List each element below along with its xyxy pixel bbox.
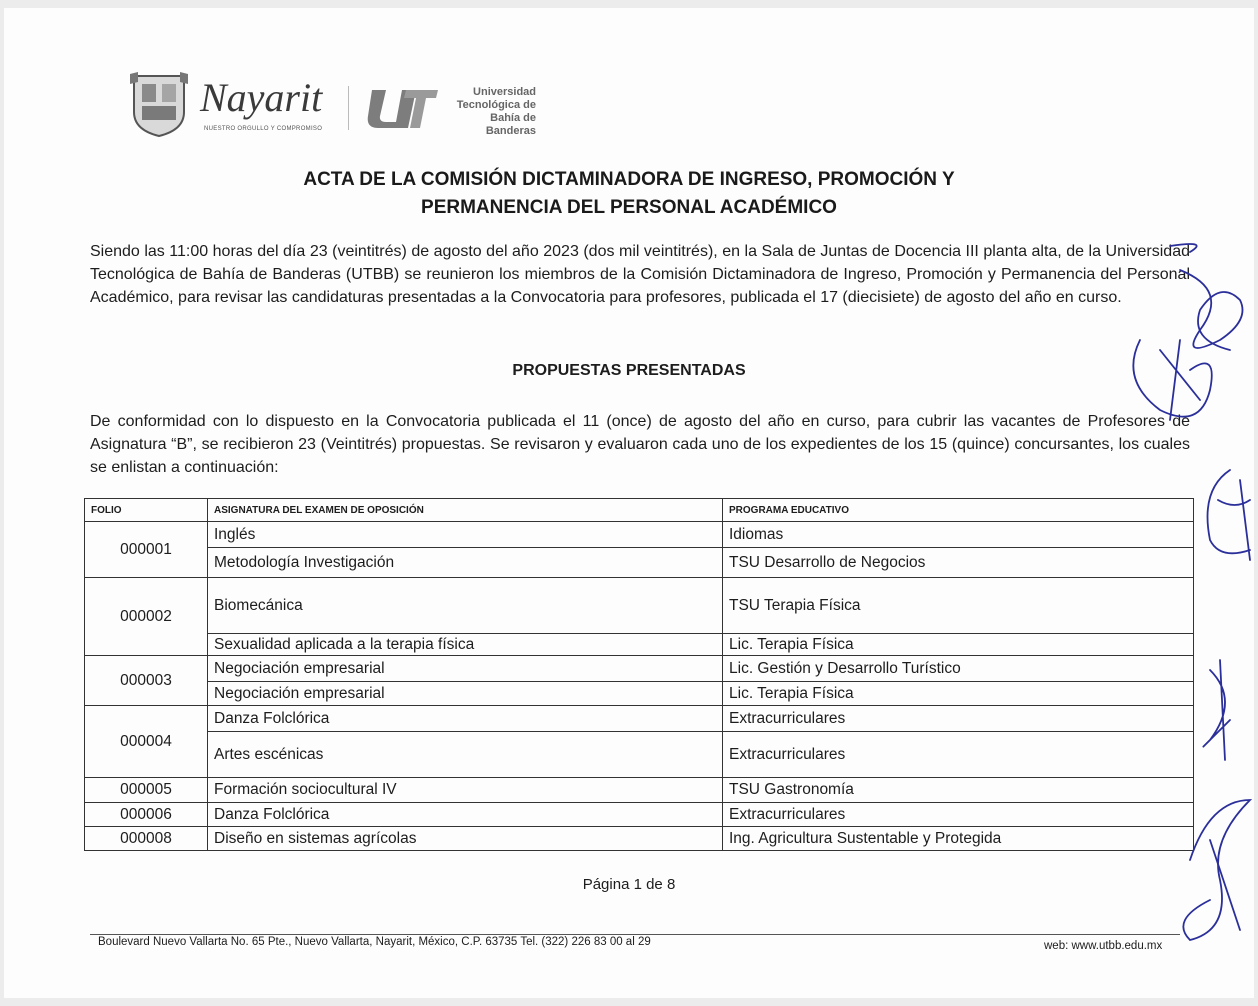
ut-logo-icon — [366, 86, 438, 130]
programa-cell: Ing. Agricultura Sustentable y Protegida — [723, 827, 1194, 851]
asignatura-cell: Danza Folclórica — [208, 803, 723, 827]
university-logo-line: Bahía de Banderas — [485, 112, 536, 137]
asignatura-cell: Sexualidad aplicada a la terapia física — [208, 634, 723, 656]
asignatura-cell: Biomecánica — [208, 578, 723, 634]
programa-cell: Idiomas — [723, 522, 1194, 548]
programa-cell: Extracurriculares — [723, 706, 1194, 732]
university-logo-line: Tecnológica de — [456, 99, 536, 111]
programa-cell: TSU Desarrollo de Negocios — [723, 548, 1194, 578]
university-logo-line: Universidad — [473, 86, 536, 98]
programa-cell: Extracurriculares — [723, 803, 1194, 827]
folio-cell: 000002 — [85, 578, 208, 656]
programa-cell: TSU Terapia Física — [723, 578, 1194, 634]
table-row — [85, 548, 1194, 578]
header-asignatura: ASIGNATURA DEL EXAMEN DE OPOSICIÓN — [208, 499, 723, 522]
folio-cell: 000006 — [85, 803, 208, 827]
table-row — [85, 732, 1194, 778]
table-row — [85, 682, 1194, 706]
programa-cell: Lic. Terapia Física — [723, 682, 1194, 706]
asignatura-cell: Negociación empresarial — [208, 656, 723, 682]
title-line: ACTA DE LA COMISIÓN DICTAMINADORA DE INGRESO, PROMOCIÓN Y — [303, 169, 955, 190]
folio-cell: 000003 — [85, 656, 208, 706]
table-row — [85, 706, 1194, 732]
asignatura-cell: Artes escénicas — [208, 732, 723, 778]
state-crest-icon — [130, 72, 188, 138]
handwritten-signatures — [1100, 240, 1258, 960]
folio-cell: 000005 — [85, 778, 208, 803]
opening-paragraph: Siendo las 11:00 horas del día 23 (veintitrés) de agosto del año 2023 (dos mil veintitrés), en la Sala de Juntas de Docencia III planta alta, de la Universidad Tecnológica de Bahía de Banderas (UTBB) se reunieron los miembros de la Comisión Dictaminadora de Ingreso, Promoción y Permanencia del Personal Académico, para revisar las candidaturas presentadas a la Convocatoria para profesores, publicada el 17 (diecisiete) de agosto del año en curso. — [90, 243, 1190, 306]
folio-cell: 000008 — [85, 827, 208, 851]
asignatura-cell: Negociación empresarial — [208, 682, 723, 706]
table-row — [85, 827, 1194, 851]
programa-cell: Lic. Terapia Física — [723, 634, 1194, 656]
proposals-table — [84, 498, 1194, 851]
footer-divider — [90, 934, 1180, 935]
table-row — [85, 803, 1194, 827]
table-row — [85, 578, 1194, 634]
table-row — [85, 634, 1194, 656]
asignatura-cell: Inglés — [208, 522, 723, 548]
programa-cell: Lic. Gestión y Desarrollo Turístico — [723, 656, 1194, 682]
nayarit-logo-wordmark: Nayarit — [200, 75, 323, 120]
footer-web: web: www.utbb.edu.mx — [1044, 940, 1163, 952]
table-header-row — [85, 499, 1194, 522]
nayarit-logo-tagline: NUESTRO ORGULLO Y COMPROMISO — [204, 126, 323, 132]
programa-cell: TSU Gastronomía — [723, 778, 1194, 803]
table-row — [85, 522, 1194, 548]
page-number: Página 1 de 8 — [582, 876, 676, 893]
table-row — [85, 656, 1194, 682]
document-title — [0, 166, 1258, 222]
folio-cell: 000001 — [85, 522, 208, 578]
proposals-paragraph: De conformidad con lo dispuesto en la Convocatoria publicada el 11 (once) de agosto del año en curso, para cubrir las vacantes de Profesores de Asignatura “B”, se recibieron 23 (Veintitrés) propuestas. Se revisaron y evaluaron cada uno de los expedientes de los 15 (quince) concursantes, los cuales se enlistan a continuación: — [90, 413, 1190, 476]
asignatura-cell: Metodología Investigación — [208, 548, 723, 578]
asignatura-cell: Diseño en sistemas agrícolas — [208, 827, 723, 851]
header-programa: PROGRAMA EDUCATIVO — [723, 499, 1194, 522]
asignatura-cell: Danza Folclórica — [208, 706, 723, 732]
university-logo-name — [440, 86, 536, 138]
programa-cell: Extracurriculares — [723, 732, 1194, 778]
folio-cell: 000004 — [85, 706, 208, 778]
title-line: PERMANENCIA DEL PERSONAL ACADÉMICO — [421, 197, 837, 218]
logo-divider — [348, 86, 349, 130]
table-row — [85, 778, 1194, 803]
section-heading: PROPUESTAS PRESENTADAS — [512, 362, 746, 379]
footer-address: Boulevard Nuevo Vallarta No. 65 Pte., Nuevo Vallarta, Nayarit, México, C.P. 63735 Tel. (322) 226 83 00 al 29 — [98, 936, 651, 948]
header-folio: FOLIO — [85, 499, 208, 522]
asignatura-cell: Formación sociocultural IV — [208, 778, 723, 803]
